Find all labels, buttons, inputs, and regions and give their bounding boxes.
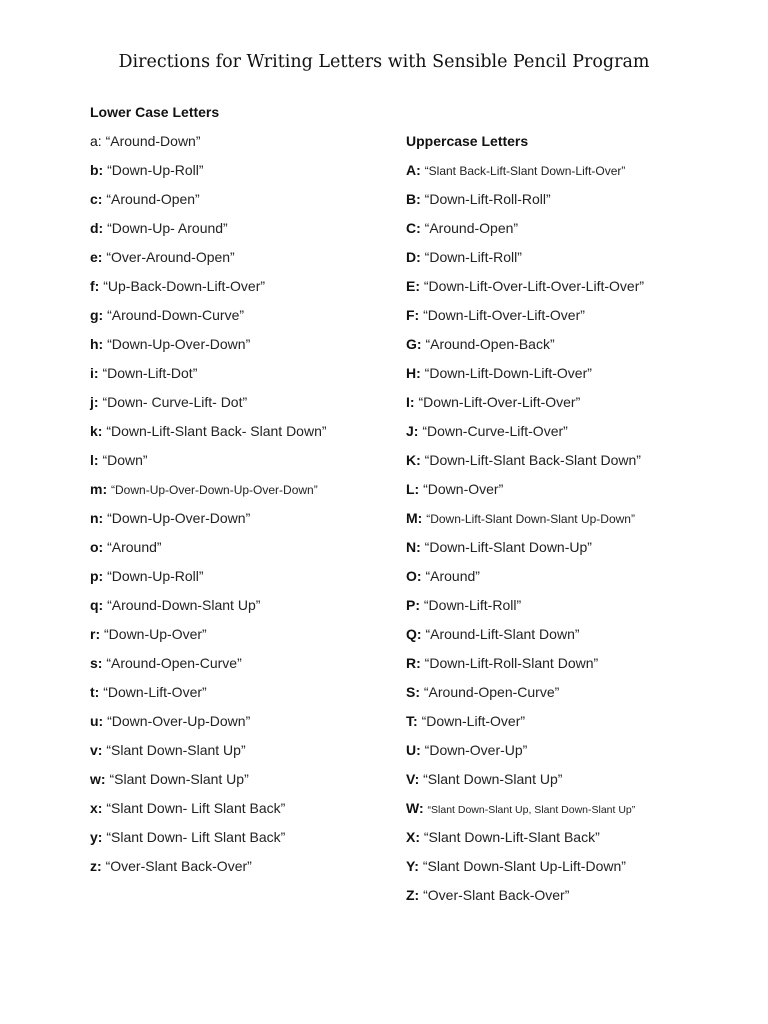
list-item (406, 507, 746, 536)
stroke-directions: “Down-Up- Around” (107, 220, 228, 236)
letter-label: B: (406, 191, 421, 207)
stroke-directions: “Down-Lift-Over-Lift-Over” (423, 307, 585, 323)
stroke-directions: “Slant Down-Slant Up” (109, 771, 249, 787)
lowercase-heading: Lower Case Letters (90, 104, 220, 120)
letter-label: C: (406, 220, 421, 236)
letter-label: n: (90, 510, 104, 526)
stroke-directions: “Down” (102, 452, 148, 468)
letter-label: q: (90, 597, 104, 613)
stroke-directions: “Down-Lift-Over” (421, 713, 526, 729)
stroke-directions: “Down-Over-Up” (424, 742, 528, 758)
stroke-directions: “Around” (107, 539, 162, 555)
letter-label: Y: (406, 858, 419, 874)
list-item (406, 797, 746, 826)
list-item (406, 652, 746, 681)
stroke-directions: “Up-Back-Down-Lift-Over” (103, 278, 266, 294)
stroke-directions: “Down-Over” (423, 481, 504, 497)
stroke-directions: “Slant Down- Lift Slant Back” (106, 800, 286, 816)
list-item (406, 681, 746, 710)
stroke-directions: “Down-Lift-Slant Back-Slant Down” (424, 452, 641, 468)
letter-label: i: (90, 365, 99, 381)
stroke-directions: “Around-Lift-Slant Down” (425, 626, 580, 642)
letter-label: L: (406, 481, 420, 497)
stroke-directions: “Down-Lift-Dot” (102, 365, 198, 381)
stroke-directions: “Down-Up-Over-Down” (107, 336, 251, 352)
list-item (406, 159, 746, 188)
list-item (406, 304, 746, 333)
letter-label: N: (406, 539, 421, 555)
list-item (90, 826, 390, 855)
stroke-directions: “Slant Down-Slant Up” (423, 771, 563, 787)
stroke-directions: “Around-Open” (106, 191, 200, 207)
list-item (406, 478, 746, 507)
stroke-directions: “Down-Lift-Slant Back- Slant Down” (106, 423, 327, 439)
letter-label: e: (90, 249, 103, 265)
list-item (90, 739, 390, 768)
stroke-directions: “Over-Slant Back-Over” (105, 858, 252, 874)
list-item (406, 188, 746, 217)
list-item (406, 594, 746, 623)
letter-label: F: (406, 307, 420, 323)
stroke-directions: “Down-Up-Roll” (107, 568, 204, 584)
list-item (90, 275, 390, 304)
list-item (406, 826, 746, 855)
list-item (90, 159, 390, 188)
letter-label: T: (406, 713, 418, 729)
uppercase-list (406, 159, 746, 913)
letter-label: Z: (406, 887, 420, 903)
stroke-directions: “Around-Down-Curve” (107, 307, 245, 323)
stroke-directions: “Down-Up-Over-Down-Up-Over-Down” (111, 483, 318, 497)
stroke-directions: “Slant Down- Lift Slant Back” (106, 829, 286, 845)
stroke-directions: “Over-Around-Open” (106, 249, 235, 265)
letter-label: t: (90, 684, 100, 700)
list-item (90, 681, 390, 710)
list-item (406, 246, 746, 275)
stroke-directions: “Down-Lift-Over-Lift-Over” (418, 394, 581, 410)
list-item (90, 246, 390, 275)
list-item (90, 565, 390, 594)
stroke-directions: “Down-Up-Over” (104, 626, 207, 642)
list-item (90, 391, 390, 420)
list-item (406, 565, 746, 594)
letter-label: W: (406, 800, 424, 816)
stroke-directions: “Around-Down-Slant Up” (107, 597, 261, 613)
letter-label: d: (90, 220, 104, 236)
stroke-directions: “Down-Lift-Down-Lift-Over” (424, 365, 592, 381)
stroke-directions: “Around-Open-Back” (425, 336, 555, 352)
letter-label: O: (406, 568, 422, 584)
list-item (90, 420, 390, 449)
stroke-directions: “Down-Lift-Roll” (424, 249, 522, 265)
list-item (90, 333, 390, 362)
stroke-directions: “Down-Lift-Roll-Slant Down” (424, 655, 599, 671)
stroke-directions: “Down- Curve-Lift- Dot” (102, 394, 248, 410)
stroke-directions: “Around” (425, 568, 480, 584)
list-item (406, 449, 746, 478)
letter-label: a: (90, 133, 102, 149)
letter-label: H: (406, 365, 421, 381)
letter-label: c: (90, 191, 103, 207)
letter-label: m: (90, 481, 108, 497)
letter-label: y: (90, 829, 103, 845)
list-item (406, 623, 746, 652)
list-item (90, 304, 390, 333)
list-item (406, 391, 746, 420)
letter-label: I: (406, 394, 415, 410)
stroke-directions: “Down-Lift-Over-Lift-Over-Lift-Over” (423, 278, 645, 294)
letter-label: w: (90, 771, 106, 787)
list-item (90, 623, 390, 652)
list-item (90, 797, 390, 826)
list-item (406, 710, 746, 739)
list-item (406, 536, 746, 565)
letter-label: k: (90, 423, 103, 439)
letter-label: D: (406, 249, 421, 265)
letter-label: S: (406, 684, 420, 700)
letter-label: s: (90, 655, 103, 671)
list-item (406, 855, 746, 884)
letter-label: J: (406, 423, 419, 439)
letter-label: G: (406, 336, 422, 352)
list-item (90, 710, 390, 739)
uppercase-heading: Uppercase Letters (406, 133, 529, 149)
letter-label: f: (90, 278, 100, 294)
stroke-directions: “Down-Lift-Over” (103, 684, 207, 700)
letter-label: A: (406, 162, 421, 178)
page-title: Directions for Writing Letters with Sensible Pencil Program (118, 52, 650, 72)
letter-label: v: (90, 742, 103, 758)
list-item (90, 768, 390, 797)
stroke-directions: “Slant Down-Slant Up, Slant Down-Slant Up” (427, 804, 636, 816)
letter-label: M: (406, 510, 423, 526)
letter-label: K: (406, 452, 421, 468)
list-item (90, 188, 390, 217)
letter-label: z: (90, 858, 102, 874)
uppercase-column (406, 130, 746, 913)
lowercase-list (90, 130, 390, 884)
stroke-directions: “Down-Over-Up-Down” (107, 713, 251, 729)
list-item (406, 275, 746, 304)
letter-label: Q: (406, 626, 422, 642)
list-item (90, 507, 390, 536)
letter-label: P: (406, 597, 420, 613)
letter-label: j: (90, 394, 99, 410)
letter-label: R: (406, 655, 421, 671)
stroke-directions: “Around-Open” (424, 220, 519, 236)
letter-label: p: (90, 568, 104, 584)
list-item (90, 130, 390, 159)
list-item (90, 217, 390, 246)
stroke-directions: “Around-Open-Curve” (423, 684, 560, 700)
list-item (90, 652, 390, 681)
letter-label: x: (90, 800, 103, 816)
list-item (406, 217, 746, 246)
stroke-directions: “Slant Down-Slant Up-Lift-Down” (422, 858, 626, 874)
letter-label: V: (406, 771, 420, 787)
letter-label: r: (90, 626, 101, 642)
stroke-directions: “Down-Lift-Roll” (423, 597, 522, 613)
list-item (90, 362, 390, 391)
list-item (90, 594, 390, 623)
stroke-directions: “Down-Curve-Lift-Over” (422, 423, 568, 439)
letter-label: X: (406, 829, 420, 845)
stroke-directions: “Down-Lift-Slant Down-Up” (424, 539, 592, 555)
letter-label: u: (90, 713, 104, 729)
letter-label: o: (90, 539, 104, 555)
list-item (406, 420, 746, 449)
letter-label: g: (90, 307, 104, 323)
letter-label: l: (90, 452, 99, 468)
letter-label: U: (406, 742, 421, 758)
stroke-directions: “Over-Slant Back-Over” (423, 887, 570, 903)
list-item (406, 739, 746, 768)
stroke-directions: “Down-Up-Roll” (107, 162, 204, 178)
stroke-directions: “Slant Down-Lift-Slant Back” (423, 829, 600, 845)
list-item (406, 884, 746, 913)
stroke-directions: “Slant Back-Lift-Slant Down-Lift-Over” (424, 164, 626, 178)
stroke-directions: “Slant Down-Slant Up” (106, 742, 246, 758)
list-item (90, 855, 390, 884)
list-item (90, 536, 390, 565)
list-item (406, 768, 746, 797)
letter-label: h: (90, 336, 104, 352)
list-item (90, 449, 390, 478)
stroke-directions: “Around-Open-Curve” (106, 655, 242, 671)
letter-label: b: (90, 162, 104, 178)
stroke-directions: “Around-Down” (105, 133, 201, 149)
list-item (90, 478, 390, 507)
stroke-directions: “Down-Lift-Roll-Roll” (424, 191, 551, 207)
lowercase-column (90, 101, 390, 884)
list-item (406, 333, 746, 362)
stroke-directions: “Down-Up-Over-Down” (107, 510, 251, 526)
list-item (406, 362, 746, 391)
letter-label: E: (406, 278, 420, 294)
stroke-directions: “Down-Lift-Slant Down-Slant Up-Down” (426, 512, 635, 526)
